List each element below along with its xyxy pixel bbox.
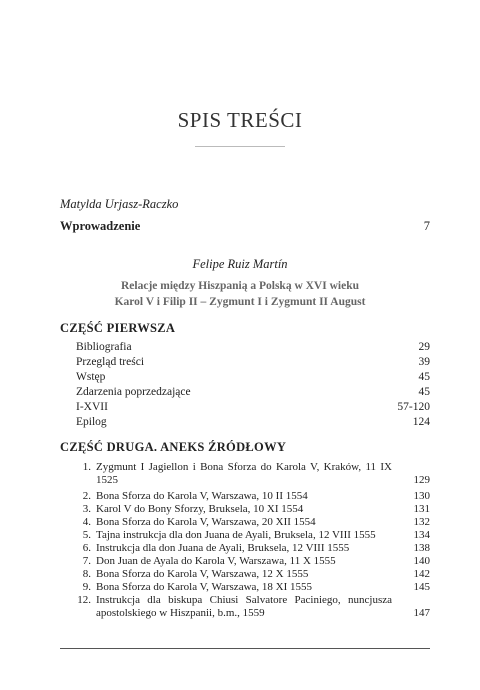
toc-entry-number: 6. [82, 542, 91, 554]
title-divider [195, 146, 285, 147]
toc-entry-page: 45 [418, 386, 430, 398]
toc-entry-label: Karol V do Bony Sforzy, Bruksela, 10 XI 1554 [96, 503, 304, 515]
toc-entry-number: 5. [82, 529, 91, 541]
toc-entry-number: 1. [82, 461, 91, 473]
toc-entry-label: Instrukcja dla biskupa Chiusi Salvatore Paciniego, nuncjusza apostolskiego w Hiszpanii, b.m., 1559 [96, 594, 392, 619]
toc-entry-page: 45 [418, 371, 430, 383]
page-title: SPIS TREŚCI [177, 108, 303, 132]
toc-entry-page: 131 [413, 503, 430, 515]
toc-entry-page: 134 [413, 529, 430, 541]
toc-entry-page: 138 [413, 542, 430, 554]
toc-entry-number: 9. [82, 581, 91, 593]
bottom-divider [60, 648, 430, 649]
toc-entry-intro[interactable] [60, 219, 430, 234]
toc-entry-page: 129 [413, 474, 430, 486]
toc-entry-number: 12. [77, 594, 91, 606]
main-subtitle-line2: Karol V i Filip II – Zygmunt I i Zygmunt II August [114, 296, 366, 308]
toc-entry[interactable] [76, 594, 430, 620]
toc-entry-page: 57-120 [397, 401, 430, 413]
toc-entry-number: 7. [82, 555, 91, 567]
toc-entry-label: Wprowadzenie [60, 219, 141, 233]
main-author: Felipe Ruiz Martín [192, 257, 288, 271]
toc-entry-label: Bona Sforza do Karola V, Warszawa, 10 II 1554 [96, 490, 308, 502]
part1-heading: CZĘŚĆ PIERWSZA [60, 321, 176, 335]
toc-entry-page: 130 [413, 490, 430, 502]
toc-entry-label: Bibliografia [76, 341, 132, 353]
toc-entry-label: Zdarzenia poprzedzające [76, 386, 191, 398]
toc-entry-page: 29 [418, 341, 430, 353]
toc-entry[interactable] [76, 355, 430, 370]
toc-entry-number: 3. [82, 503, 91, 515]
toc-entry-number: 2. [82, 490, 91, 502]
toc-entry-label: Bona Sforza do Karola V, Warszawa, 18 XI 1555 [96, 581, 313, 593]
intro-author: Matylda Urjasz-Raczko [60, 197, 179, 211]
main-subtitle-line1: Relacje między Hiszpanią a Polską w XVI wieku [121, 280, 359, 292]
toc-entry-page: 145 [413, 581, 430, 593]
toc-entry-number: 8. [82, 568, 91, 580]
part2-heading: CZĘŚĆ DRUGA. ANEKS ŹRÓDŁOWY [60, 440, 287, 454]
toc-entry[interactable] [76, 340, 430, 355]
toc-entry-label: Instrukcja dla don Juana de Ayali, Bruksela, 12 VIII 1555 [96, 542, 350, 554]
toc-entry-label: Przegląd treści [76, 356, 145, 368]
toc-entry-label: Bona Sforza do Karola V, Warszawa, 12 X 1555 [96, 568, 309, 580]
toc-entry[interactable] [76, 415, 430, 430]
toc-entry-label: I-XVII [76, 401, 108, 413]
toc-entry[interactable] [76, 385, 430, 400]
toc-entry-page: 124 [412, 416, 430, 428]
toc-entry-number: 4. [82, 516, 91, 528]
toc-entry[interactable] [76, 400, 430, 415]
toc-entry-label: Zygmunt I Jagiellon i Bona Sforza do Karola V, Kraków, 11 IX 1525 [96, 461, 392, 486]
toc-entry-page: 147 [413, 607, 430, 619]
toc-entry-page: 142 [413, 568, 430, 580]
toc-entry[interactable] [76, 370, 430, 385]
toc-entry-page: 140 [413, 555, 430, 567]
toc-entry-page: 39 [418, 356, 430, 368]
toc-entry[interactable] [76, 461, 430, 487]
toc-entry-page: 132 [413, 516, 430, 528]
toc-entry-label: Epilog [76, 416, 107, 428]
toc-entry-page: 7 [423, 219, 430, 233]
toc-entry-label: Tajna instrukcja dla don Juana de Ayali, Bruksela, 12 VIII 1555 [96, 529, 376, 541]
toc-entry-label: Bona Sforza do Karola V, Warszawa, 20 XII 1554 [96, 516, 316, 528]
toc-entry-label: Wstęp [76, 371, 106, 383]
toc-entry-label: Don Juan de Ayala do Karola V, Warszawa, 11 X 1555 [96, 555, 336, 567]
